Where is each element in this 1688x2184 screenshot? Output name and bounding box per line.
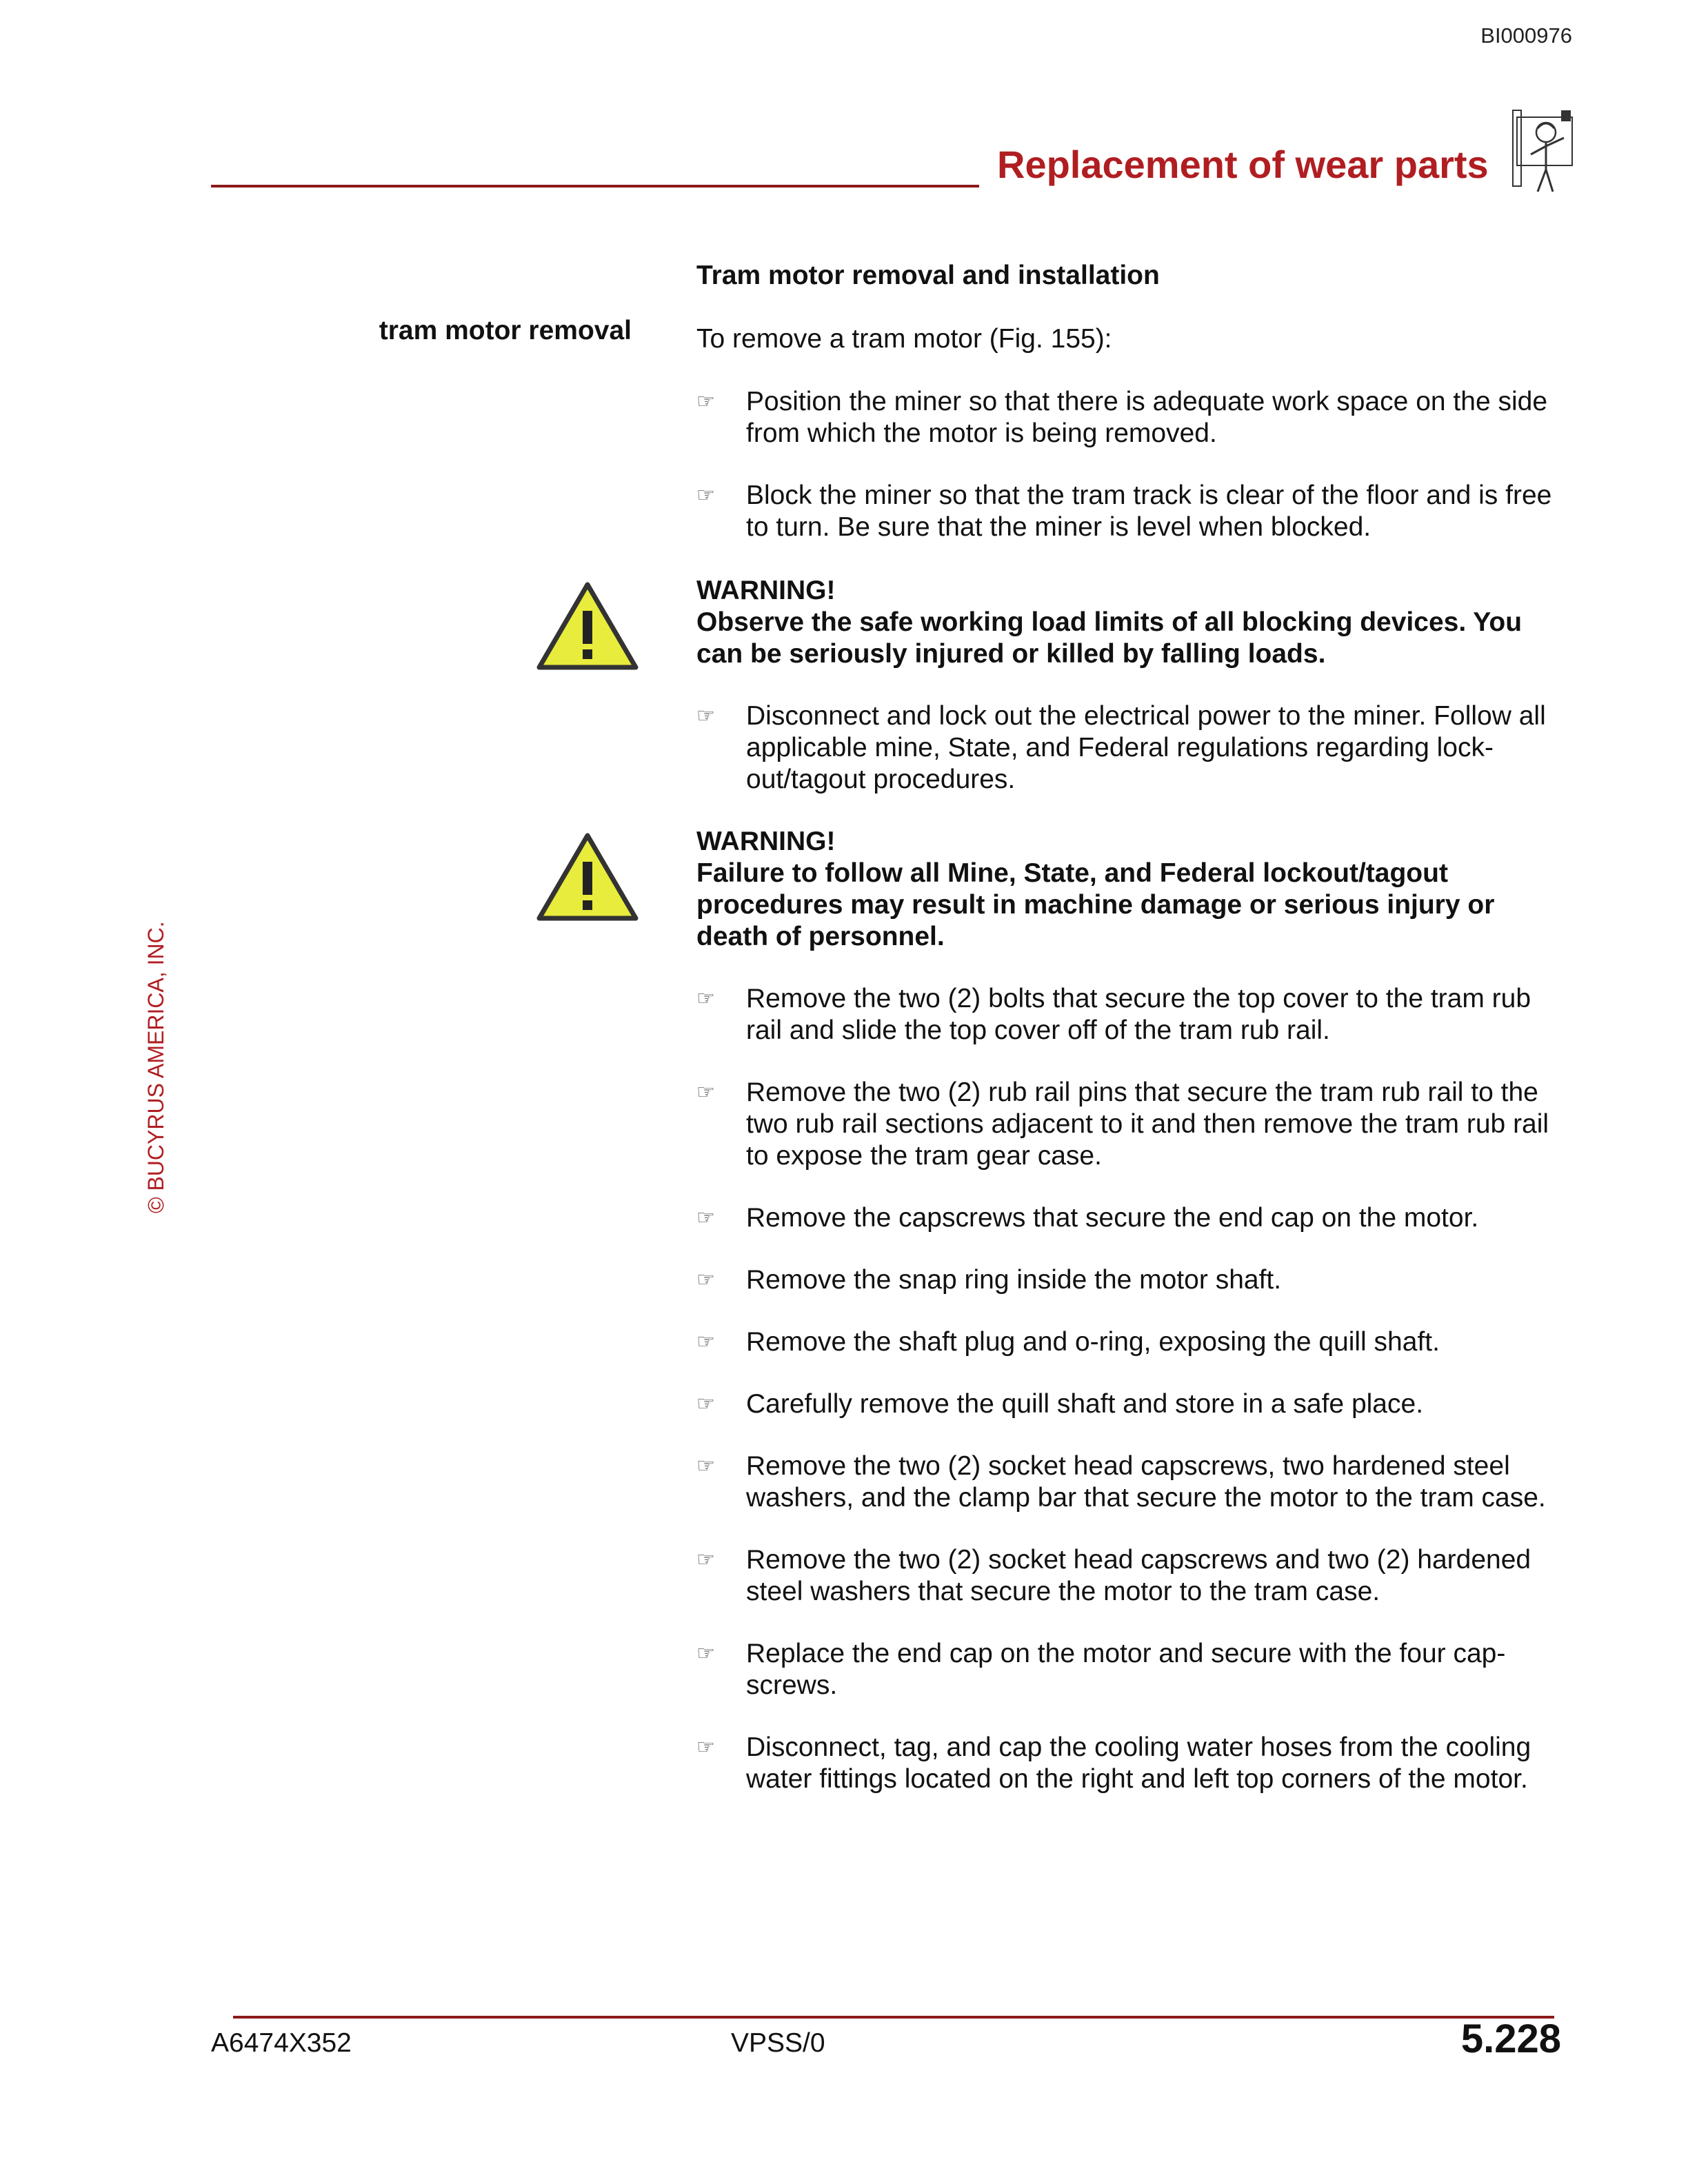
warning-triangle-icon [535,831,640,922]
pointing-hand-icon: ☞ [696,1081,715,1104]
header-rule [211,185,979,188]
warning-text: Observe the safe working load limits of all blocking devices. You can be seriously injured or killed by falling loads. [696,607,1523,669]
pointing-hand-icon: ☞ [696,1548,715,1571]
list-item-text: Disconnect, tag, and cap the cooling water hoses from the cooling water fittings located on the right and left top corners of the motor. [746,1732,1531,1794]
list-item [696,700,1565,796]
list-item [696,1638,1565,1701]
warning-text: Failure to follow all Mine, State, and Federal lockout/tagout procedures may result in machine damage or serious injury or death of personnel. [696,858,1495,951]
list-item-text: Block the miner so that the tram track is clear of the floor and is free to turn. Be sure that the miner is level when blocked. [746,481,1552,542]
pointing-hand-icon: ☞ [696,987,715,1010]
mechanic-figure-icon [1507,103,1576,200]
bullet-list-a [696,386,1565,543]
list-item [696,1202,1565,1234]
warning-heading: WARNING! [696,827,836,856]
page-number: 5.228 [1460,2016,1561,2061]
pointing-hand-icon: ☞ [696,1642,715,1665]
list-item-text: Carefully remove the quill shaft and store in a safe place. [746,1389,1424,1419]
warning-block-2 [696,826,1565,953]
list-item [696,480,1565,543]
pointing-hand-icon: ☞ [696,1331,715,1353]
list-item-text: Remove the two (2) socket head capscrews, two hardened steel washers, and the clamp bar that secure the motor to the tram case. [746,1451,1546,1513]
list-item [696,386,1565,449]
margin-label: tram motor removal [379,316,632,345]
intro-text: To remove a tram motor (Fig. 155): [696,324,1112,354]
pointing-hand-icon: ☞ [696,390,715,413]
list-item [696,1732,1565,1795]
list-item-text: Position the miner so that there is adequate work space on the side from which the motor is being removed. [746,387,1548,448]
pointing-hand-icon: ☞ [696,1455,715,1477]
list-item-text: Remove the two (2) socket head capscrews and two (2) hardened steel washers that secure the motor to the tram case. [746,1545,1531,1606]
list-item-text: Remove the two (2) rub rail pins that secure the tram rub rail to the two rub rail sections adjacent to it and then remove the tram rub rail to expose the tram gear case. [746,1078,1549,1171]
list-item [696,1264,1565,1296]
bullet-list-b [696,700,1565,796]
warning-triangle-icon [535,580,640,671]
footer-version: VPSS/0 [731,2028,825,2058]
list-item [696,1544,1565,1608]
document-id: BI000976 [1480,23,1572,48]
pointing-hand-icon: ☞ [696,1206,715,1229]
list-item-text: Remove the capscrews that secure the end cap on the motor. [746,1203,1479,1233]
section-title: Tram motor removal and installation [696,261,1160,290]
side-copyright: © BUCYRUS AMERICA, INC. [143,921,168,1213]
pointing-hand-icon: ☞ [696,484,715,507]
footer-rule [233,2016,1554,2019]
list-item-text: Remove the two (2) bolts that secure the top cover to the tram rub rail and slide the top cover off of the tram rub rail. [746,984,1531,1045]
pointing-hand-icon: ☞ [696,1736,715,1759]
list-item [696,1450,1565,1514]
list-item [696,1326,1565,1358]
page-title: Replacement of wear parts [997,143,1489,186]
bullet-list-c [696,983,1565,1795]
warning-heading: WARNING! [696,576,836,605]
pointing-hand-icon: ☞ [696,705,715,727]
list-item [696,1388,1565,1420]
list-item-text: Disconnect and lock out the electrical power to the miner. Follow all applicable mine, State, and Federal regulations regarding lock-out/tagout procedures. [746,701,1546,794]
list-item [696,983,1565,1046]
list-item-text: Replace the end cap on the motor and secure with the four cap-screws. [746,1639,1506,1700]
list-item-text: Remove the snap ring inside the motor shaft. [746,1265,1282,1295]
pointing-hand-icon: ☞ [696,1268,715,1291]
pointing-hand-icon: ☞ [696,1393,715,1415]
warning-block-1 [696,575,1565,670]
list-item-text: Remove the shaft plug and o-ring, exposing the quill shaft. [746,1327,1440,1357]
footer-part-number: A6474X352 [211,2028,352,2058]
list-item [696,1077,1565,1172]
